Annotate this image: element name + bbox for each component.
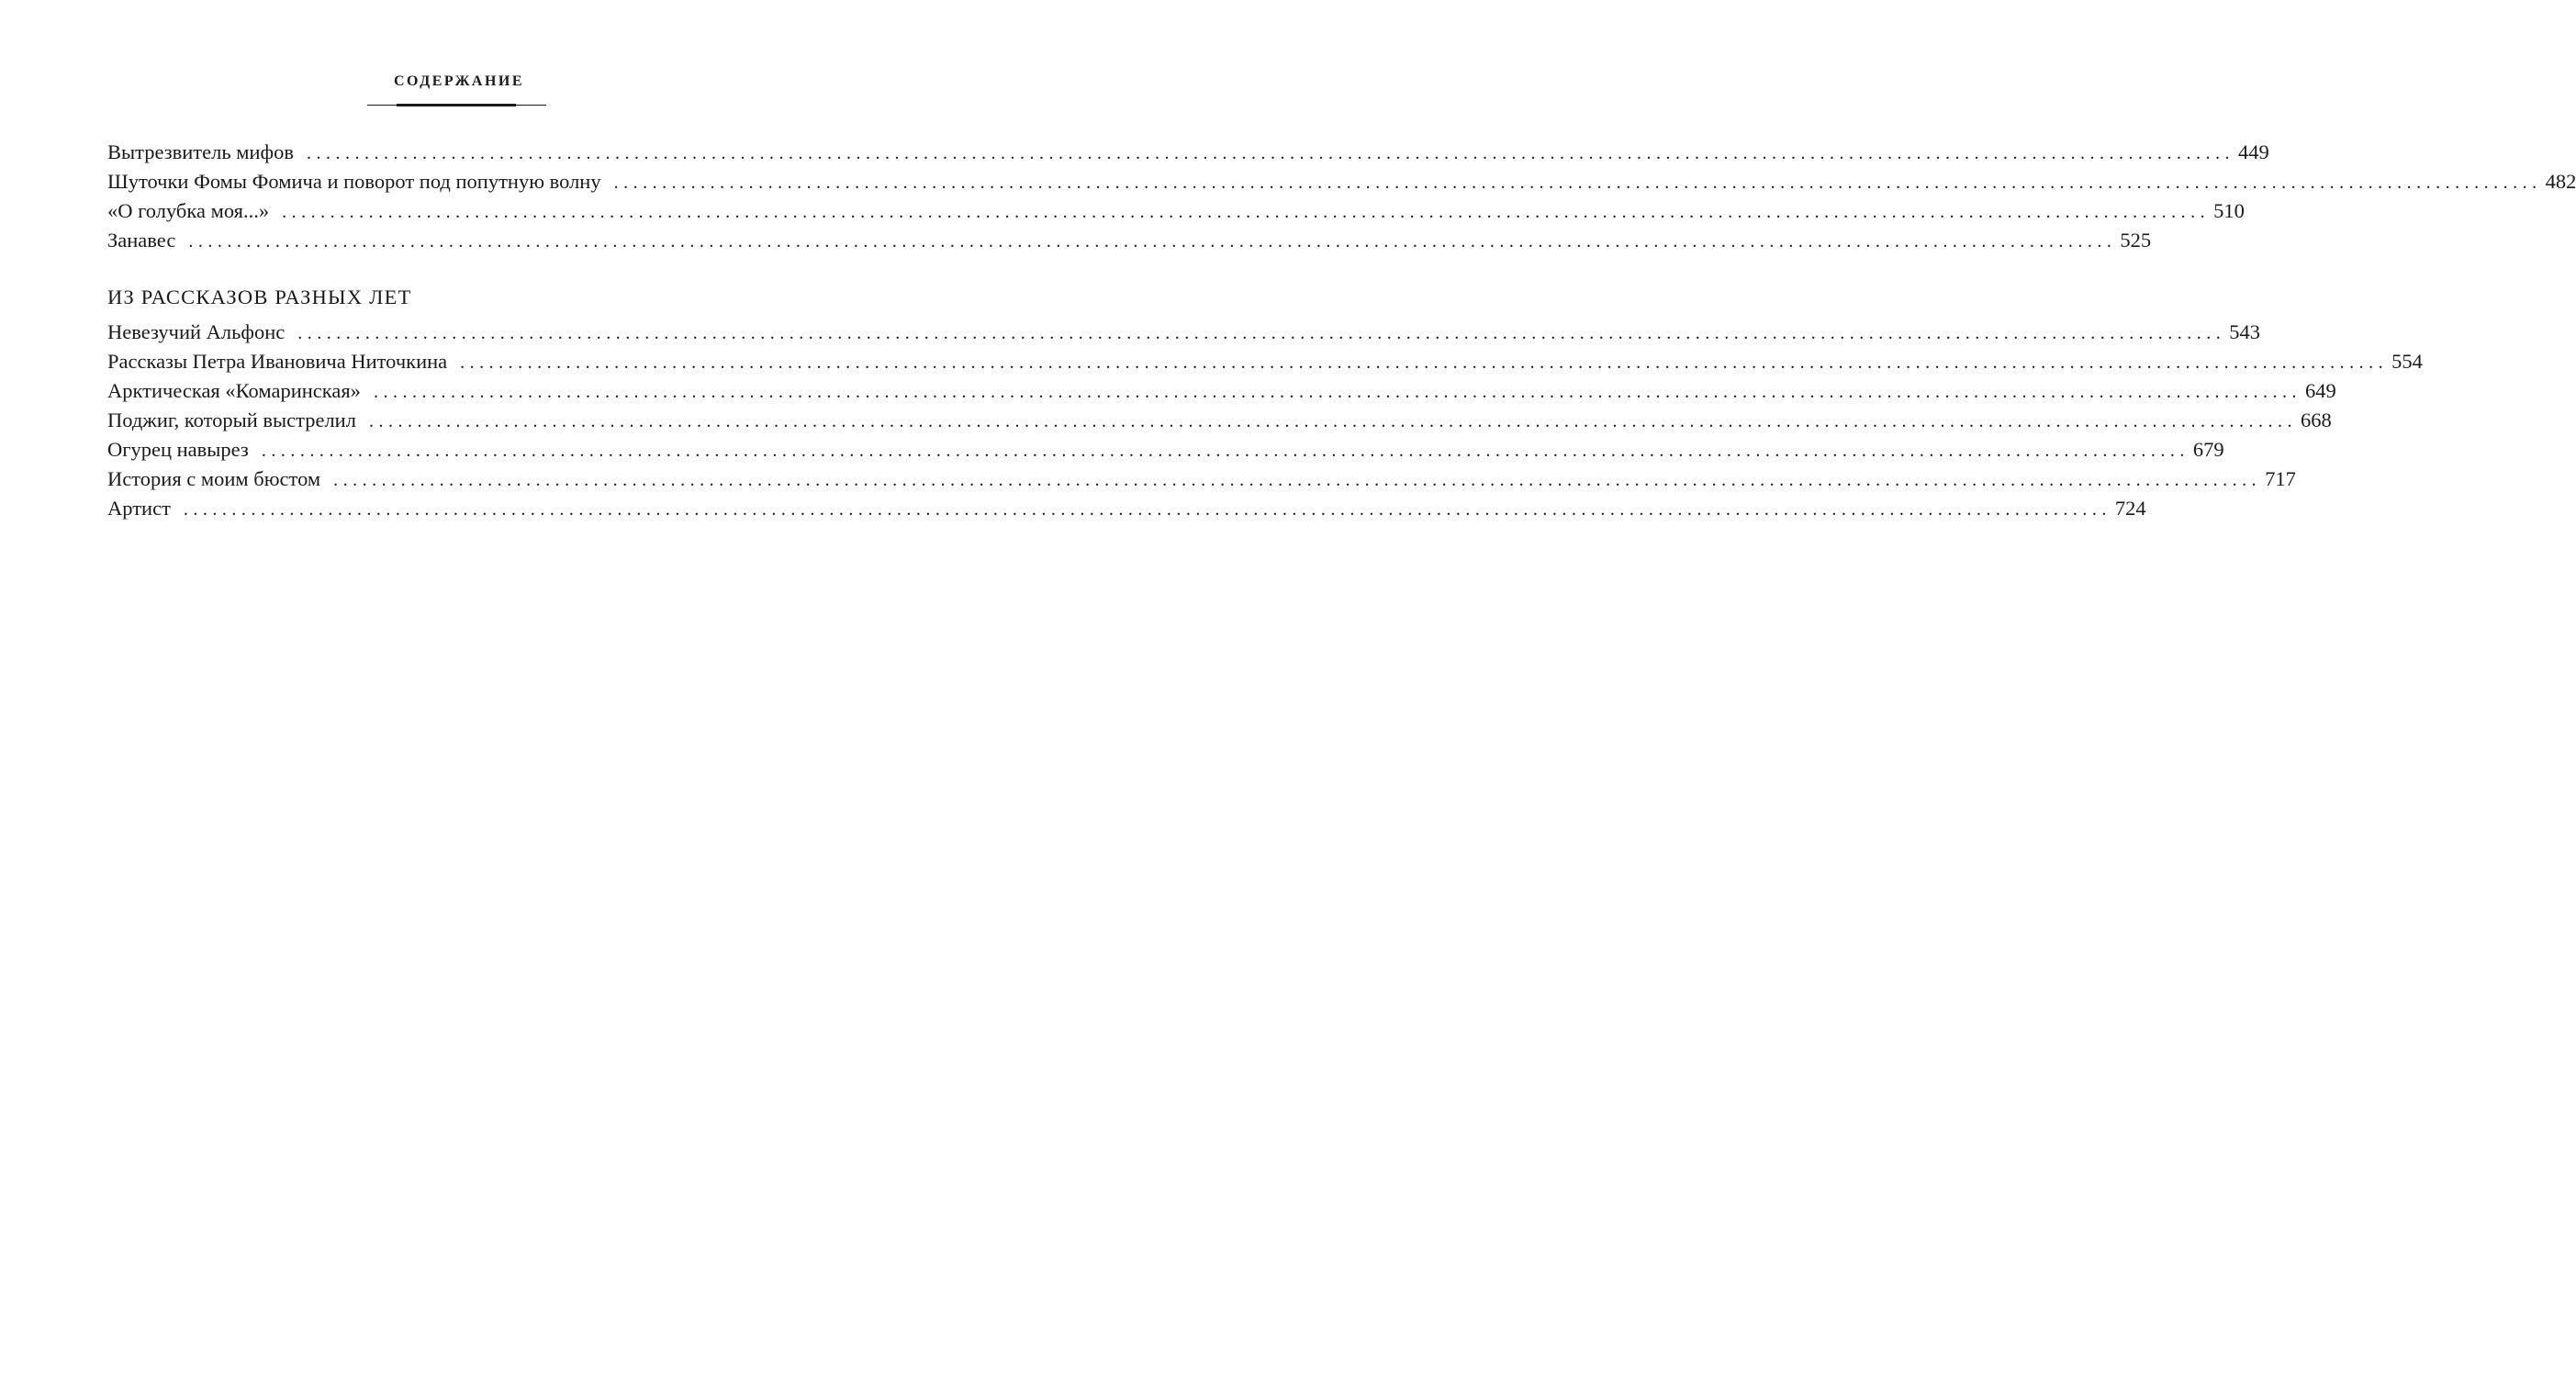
- toc-entry-page: 543: [2229, 320, 2261, 343]
- toc-entry-title: Огурец навырез: [107, 438, 249, 461]
- toc-entry-page: 724: [2114, 497, 2146, 520]
- toc-entry: [107, 465, 2296, 494]
- toc-entry-title: История с моим бюстом: [107, 467, 321, 490]
- toc-leader-dots: ........................................................................................................................................................................................................: [306, 143, 2234, 163]
- toc-entry: [107, 138, 2269, 167]
- toc-leader-dots: ........................................................................................................................................................................................................: [368, 411, 2297, 431]
- running-head: СОДЕРЖАНИЕ: [393, 73, 525, 89]
- toc-leader-dots: ........................................................................................................................................................................................................: [183, 499, 2111, 520]
- toc-entry: [107, 226, 2152, 255]
- table-of-contents: [107, 138, 2576, 523]
- toc-entry-title: Арктическая «Комаринская»: [107, 379, 361, 402]
- toc-entry: [107, 494, 2146, 523]
- toc-entry-title: Артист: [107, 497, 171, 520]
- toc-entry-title: Шуточки Фомы Фомича и поворот под попутную волну: [107, 170, 601, 193]
- toc-leader-dots: ........................................................................................................................................................................................................: [373, 382, 2302, 402]
- toc-entry: [107, 347, 2423, 376]
- running-head-rule-accent: [397, 104, 516, 106]
- toc-entry-title: Невезучий Альфонс: [107, 320, 286, 343]
- toc-entry-title: Занавес: [107, 229, 176, 252]
- toc-entry: [107, 376, 2336, 406]
- toc-leader-dots: ........................................................................................................................................................................................................: [282, 202, 2211, 222]
- toc-entry-title: Вытрезвитель мифов: [107, 140, 294, 163]
- toc-entry-page: 668: [2300, 409, 2332, 431]
- toc-leader-dots: ........................................................................................................................................................................................................: [297, 323, 2226, 343]
- toc-entry: [107, 196, 2245, 226]
- toc-entry: [107, 435, 2224, 465]
- toc-entry: [107, 318, 2261, 347]
- toc-leader-dots: ........................................................................................................................................................................................................: [613, 173, 2542, 193]
- toc-leader-dots: ........................................................................................................................................................................................................: [333, 470, 2262, 490]
- toc-entry-page: 717: [2265, 467, 2296, 490]
- section-heading: ИЗ РАССКАЗОВ РАЗНЫХ ЛЕТ: [107, 285, 412, 308]
- toc-entry-page: 510: [2213, 199, 2245, 222]
- toc-leader-dots: ........................................................................................................................................................................................................: [261, 441, 2190, 461]
- toc-leader-dots: ........................................................................................................................................................................................................: [188, 231, 2117, 252]
- toc-entry-title: Рассказы Петра Ивановича Ниточкина: [107, 350, 448, 373]
- toc-entry: [107, 167, 2576, 196]
- toc-entry-page: 679: [2192, 438, 2224, 461]
- toc-entry-page: 525: [2120, 229, 2152, 252]
- toc-entry-title: «О голубка моя...»: [107, 199, 270, 222]
- toc-entry-title: Поджиг, который выстрелил: [107, 409, 356, 431]
- toc-entry-page: 482: [2545, 170, 2576, 193]
- toc-entry: [107, 406, 2332, 435]
- toc-entry-page: 649: [2304, 379, 2336, 402]
- toc-entry-page: 554: [2391, 350, 2423, 373]
- toc-entry-page: 449: [2237, 140, 2269, 163]
- toc-leader-dots: ........................................................................................................................................................................................................: [460, 353, 2389, 373]
